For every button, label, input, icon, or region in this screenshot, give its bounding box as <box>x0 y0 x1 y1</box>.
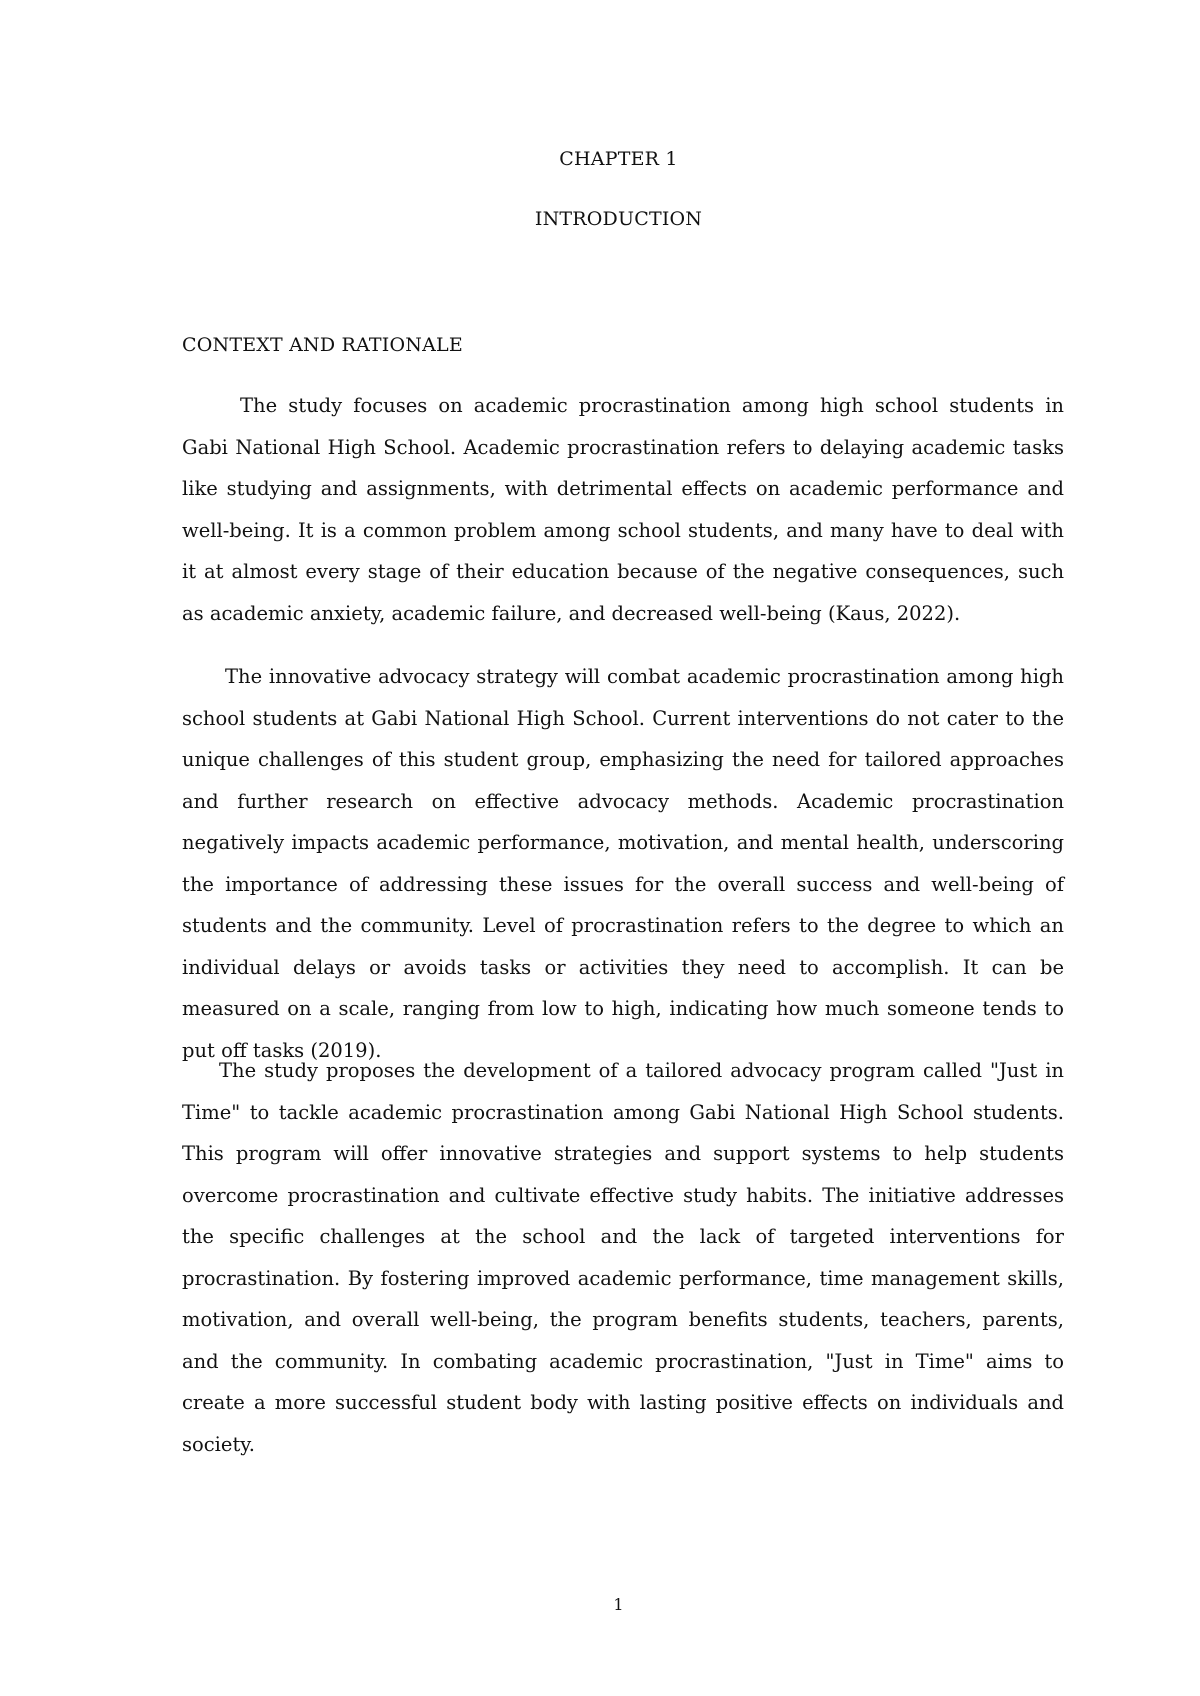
paragraph-3: The study proposes the development of a tailored advocacy program called "Just in Time" to tackle academic procrastination among Gabi National High School students. This program will offer innovative strategies and support systems to help students overcome procrastination and cultivate effective study habits. The initiative addresses the specific challenges at the school and the lack of targeted interventions for procrastination. By fostering improved academic performance, time management skills, motivation, and overall well-being, the program benefits students, teachers, parents, and the community. In combating academic procrastination, "Just in Time" aims to create a more successful student body with lasting positive effects on individuals and society. <box>182 1059 1064 1456</box>
section-heading: CONTEXT AND RATIONALE <box>182 334 463 356</box>
chapter-title: INTRODUCTION <box>534 208 703 230</box>
page-number: 1 <box>613 1595 624 1614</box>
paragraph-2: The innovative advocacy strategy will combat academic procrastination among high school students at Gabi National High School. Current interventions do not cater to the unique challenges of this student group, emphasizing the need for tailored approaches and further research on effective advocacy methods. Academic procrastination negatively impacts academic performance, motivation, and mental health, underscoring the importance of addressing these issues for the overall success and well-being of students and the community. Level of procrastination refers to the degree to which an individual delays or avoids tasks or activities they need to accomplish. It can be measured on a scale, ranging from low to high, indicating how much someone tends to put off tasks (2019). <box>182 665 1064 1062</box>
chapter-label: CHAPTER 1 <box>559 148 678 170</box>
paragraph-1: The study focuses on academic procrastination among high school students in Gabi National High School. Academic procrastination refers to delaying academic tasks like studying and assignments, with detrimental effects on academic performance and well-being. It is a common problem among school students, and many have to deal with it at almost every stage of their education because of the negative consequences, such as academic anxiety, academic failure, and decreased well-being (Kaus, 2022). <box>182 394 1064 625</box>
